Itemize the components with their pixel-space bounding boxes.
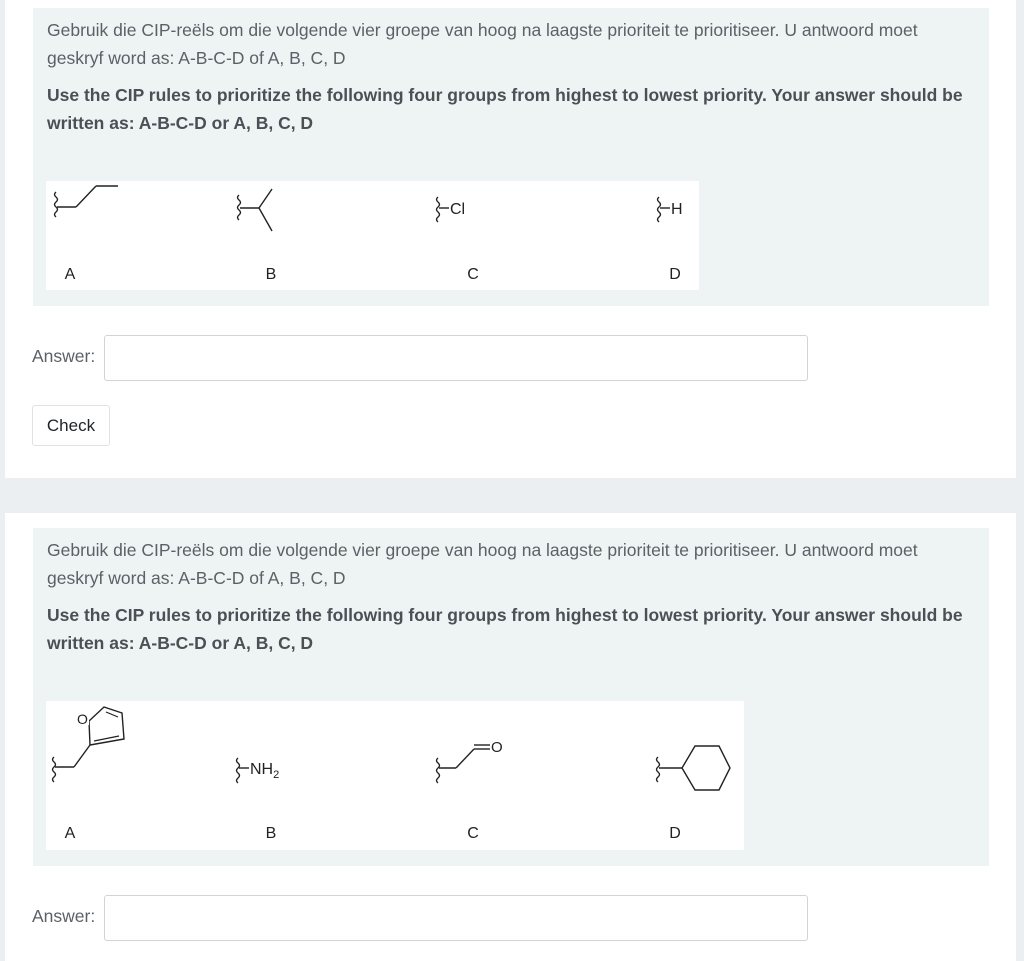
group-label: C xyxy=(467,266,479,283)
answer-input[interactable] xyxy=(104,895,808,941)
check-button[interactable]: Check xyxy=(32,405,110,446)
answer-label: Answer: xyxy=(32,346,96,366)
group-label: B xyxy=(265,825,277,842)
cyclohexyl-group-icon xyxy=(657,746,731,790)
question-text-english: Use the CIP rules to prioritize the following four groups from highest to lowest priority. Your answer should be written as: A-B-C-D or A, B, C, D xyxy=(47,605,963,653)
isopropyl-group-icon xyxy=(238,189,273,231)
hydrogen-atom-label: H xyxy=(671,201,683,218)
amine-atom-label xyxy=(250,761,279,781)
structures-image xyxy=(46,701,744,850)
group-label: A xyxy=(64,825,76,842)
chloro-atom-label: Cl xyxy=(450,201,466,218)
question-text-afrikaans: Gebruik die CIP-reëls om die volgende vier groepe van hoog na laagste prioriteit te prioritiseer. U antwoord moet geskryf word as: A-B-C-D of A, B, C, D xyxy=(47,20,918,68)
structures-image xyxy=(46,181,699,290)
amine-subscript: 2 xyxy=(273,769,280,781)
question-text-afrikaans: Gebruik die CIP-reëls om die volgende vier groepe van hoog na laagste prioriteit te prioritiseer. U antwoord moet geskryf word as: A-B-C-D of A, B, C, D xyxy=(47,540,918,588)
answer-label: Answer: xyxy=(32,906,96,926)
amino-group-icon xyxy=(237,758,280,783)
question-card-2 xyxy=(5,513,1016,961)
group-label: D xyxy=(669,825,681,842)
question-text-english: Use the CIP rules to prioritize the following four groups from highest to lowest priority. Your answer should be written as: A-B-C-D or A, B, C, D xyxy=(47,85,963,133)
propyl-group-icon xyxy=(55,186,119,217)
oxygen-atom-label: O xyxy=(77,711,88,727)
group-label: C xyxy=(467,825,479,842)
chloro-group-icon xyxy=(437,197,466,222)
furylmethyl-group-icon xyxy=(53,707,125,782)
group-label: B xyxy=(265,266,277,283)
amine-text: NH xyxy=(250,761,274,778)
question-card-1 xyxy=(5,0,1016,478)
group-label: D xyxy=(669,266,681,283)
hydrogen-group-icon xyxy=(658,197,683,222)
aldehyde-chain-group-icon xyxy=(437,739,503,783)
group-label: A xyxy=(64,266,76,283)
carbonyl-oxygen-label: O xyxy=(491,739,503,756)
answer-input[interactable] xyxy=(104,335,808,381)
question-text-box xyxy=(33,8,989,306)
question-text-box xyxy=(33,528,989,866)
